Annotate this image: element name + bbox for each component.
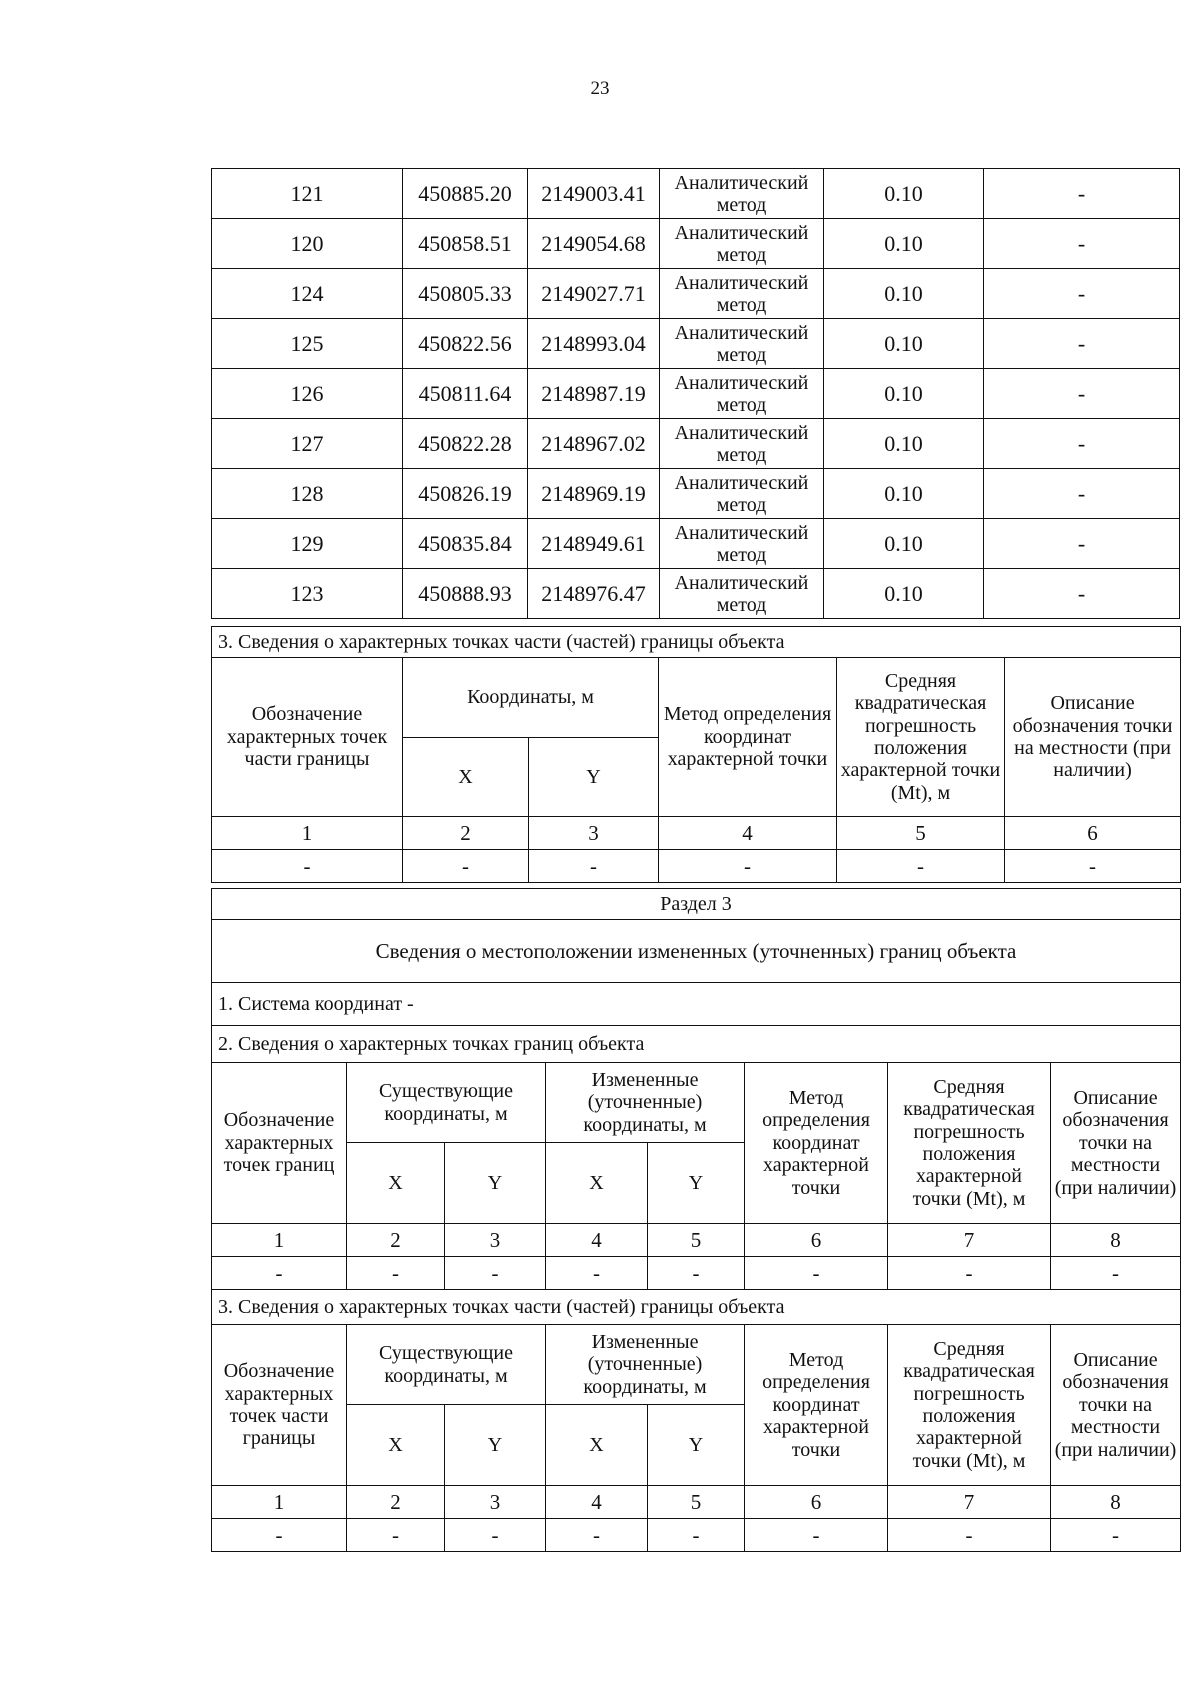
table-row [212,419,1180,469]
table-row [212,169,1180,219]
column-number: 8 [1051,1224,1181,1257]
table-row [212,1519,1181,1552]
cp-col-x-changed: X [546,1405,648,1486]
column-number: 3 [445,1486,546,1519]
cp-col-changed: Измененные (уточненные) координаты, м [546,1325,745,1405]
col-desc: Описание обозначения точки на местности (при наличии) [1005,658,1181,817]
c-col-designation: Обозначение характерных точек границ [212,1063,347,1224]
point-method: Аналитический метод [660,169,824,219]
column-number: 4 [659,817,837,850]
empty-cell: - [445,1257,546,1290]
empty-cell: - [546,1519,648,1552]
empty-cell: - [648,1519,745,1552]
table-row [212,219,1180,269]
point-x: 450885.20 [403,169,528,219]
point-y: 2148969.19 [528,469,660,519]
point-method: Аналитический метод [660,569,824,619]
point-id: 129 [212,519,403,569]
cp-col-designation: Обозначение характерных точек части границы [212,1325,347,1486]
point-x: 450822.28 [403,419,528,469]
column-number: 6 [745,1224,888,1257]
point-x: 450811.64 [403,369,528,419]
point-method: Аналитический метод [660,469,824,519]
section3-subtitle: Сведения о местоположении измененных (уточненных) границ объекта [212,920,1181,983]
point-mt: 0.10 [824,169,984,219]
column-number: 8 [1051,1486,1181,1519]
point-y: 2149027.71 [528,269,660,319]
point-id: 127 [212,419,403,469]
column-number: 7 [888,1224,1051,1257]
part-section-title: 3. Сведения о характерных точках части (частей) границы объекта [212,627,1181,658]
column-number: 2 [347,1224,445,1257]
point-mt: 0.10 [824,369,984,419]
c-col-x-existing: X [347,1143,445,1224]
c-col-method: Метод определения координат характерной точки [745,1063,888,1224]
c-col-changed: Измененные (уточненные) координаты, м [546,1063,745,1143]
c-col-desc: Описание обозначения точки на местности (при наличии) [1051,1063,1181,1224]
empty-cell: - [445,1519,546,1552]
changed-points-table [211,1062,1181,1552]
point-id: 124 [212,269,403,319]
column-number: 5 [837,817,1005,850]
cp-col-mt: Средняя квадратическая погрешность положения характерной точки (Mt), м [888,1325,1051,1486]
c-col-mt: Средняя квадратическая погрешность положения характерной точки (Mt), м [888,1063,1051,1224]
column-number: 1 [212,1224,347,1257]
table-row [212,469,1180,519]
point-desc: - [984,319,1180,369]
cp-col-desc: Описание обозначения точки на местности (при наличии) [1051,1325,1181,1486]
point-mt: 0.10 [824,219,984,269]
points-section-title: 2. Сведения о характерных точках границ объекта [212,1026,1181,1063]
col-y: Y [529,737,659,817]
table-row [212,569,1180,619]
point-y: 2148976.47 [528,569,660,619]
point-id: 128 [212,469,403,519]
empty-cell: - [212,1519,347,1552]
cp-col-method: Метод определения координат характерной точки [745,1325,888,1486]
empty-cell: - [403,850,529,883]
point-mt: 0.10 [824,469,984,519]
col-mt: Средняя квадратическая погрешность положения характерной точки (Mt), м [837,658,1005,817]
point-id: 125 [212,319,403,369]
table-row [212,850,1181,883]
column-number: 1 [212,1486,347,1519]
point-y: 2148993.04 [528,319,660,369]
cp-col-y-changed: Y [648,1405,745,1486]
empty-cell: - [837,850,1005,883]
column-number: 3 [445,1224,546,1257]
point-mt: 0.10 [824,269,984,319]
points-table [211,168,1180,619]
point-x: 450888.93 [403,569,528,619]
column-number: 1 [212,817,403,850]
point-id: 120 [212,219,403,269]
column-number: 3 [529,817,659,850]
point-mt: 0.10 [824,569,984,619]
table-row [212,369,1180,419]
empty-cell: - [347,1519,445,1552]
cp-col-x-existing: X [347,1405,445,1486]
col-designation: Обозначение характерных точек части границы [212,658,403,817]
point-mt: 0.10 [824,319,984,369]
table-row [212,319,1180,369]
c-col-existing: Существующие координаты, м [347,1063,546,1143]
point-method: Аналитический метод [660,419,824,469]
point-desc: - [984,269,1180,319]
empty-cell: - [347,1257,445,1290]
point-x: 450835.84 [403,519,528,569]
point-desc: - [984,219,1180,269]
col-coords: Координаты, м [403,658,659,738]
table-row [212,817,1181,850]
point-y: 2148949.61 [528,519,660,569]
empty-cell: - [648,1257,745,1290]
point-y: 2149003.41 [528,169,660,219]
column-number: 6 [745,1486,888,1519]
point-desc: - [984,369,1180,419]
empty-cell: - [745,1519,888,1552]
column-number: 7 [888,1486,1051,1519]
section3-header [211,888,1181,1063]
point-x: 450826.19 [403,469,528,519]
table-row [212,519,1180,569]
empty-cell: - [659,850,837,883]
table-row [212,1224,1181,1257]
changed-part-title: 3. Сведения о характерных точках части (частей) границы объекта [212,1290,1181,1325]
c-col-x-changed: X [546,1143,648,1224]
column-number: 6 [1005,817,1181,850]
table-row [212,1257,1181,1290]
empty-cell: - [1051,1257,1181,1290]
empty-cell: - [1005,850,1181,883]
point-mt: 0.10 [824,519,984,569]
point-y: 2148987.19 [528,369,660,419]
point-method: Аналитический метод [660,319,824,369]
empty-cell: - [745,1257,888,1290]
col-method: Метод определения координат характерной точки [659,658,837,817]
column-number: 5 [648,1486,745,1519]
column-number: 2 [347,1486,445,1519]
point-method: Аналитический метод [660,369,824,419]
point-x: 450858.51 [403,219,528,269]
empty-cell: - [1051,1519,1181,1552]
empty-cell: - [888,1257,1051,1290]
cp-col-existing: Существующие координаты, м [347,1325,546,1405]
coord-system: 1. Система координат - [212,983,1181,1026]
empty-cell: - [546,1257,648,1290]
point-desc: - [984,419,1180,469]
point-method: Аналитический метод [660,219,824,269]
cp-col-y-existing: Y [445,1405,546,1486]
point-id: 121 [212,169,403,219]
column-number: 4 [546,1486,648,1519]
c-col-y-existing: Y [445,1143,546,1224]
empty-cell: - [212,850,403,883]
point-id: 123 [212,569,403,619]
part-points-table [211,626,1181,883]
column-number: 4 [546,1224,648,1257]
empty-cell: - [888,1519,1051,1552]
point-y: 2149054.68 [528,219,660,269]
point-desc: - [984,169,1180,219]
table-row [212,269,1180,319]
point-x: 450805.33 [403,269,528,319]
section3-title: Раздел 3 [212,889,1181,920]
column-number: 5 [648,1224,745,1257]
empty-cell: - [212,1257,347,1290]
page-number: 23 [590,78,610,99]
point-y: 2148967.02 [528,419,660,469]
empty-cell: - [529,850,659,883]
point-desc: - [984,519,1180,569]
point-desc: - [984,469,1180,519]
point-mt: 0.10 [824,419,984,469]
point-desc: - [984,569,1180,619]
table-row [212,1486,1181,1519]
point-method: Аналитический метод [660,519,824,569]
col-x: X [403,737,529,817]
column-number: 2 [403,817,529,850]
point-id: 126 [212,369,403,419]
c-col-y-changed: Y [648,1143,745,1224]
point-x: 450822.56 [403,319,528,369]
point-method: Аналитический метод [660,269,824,319]
